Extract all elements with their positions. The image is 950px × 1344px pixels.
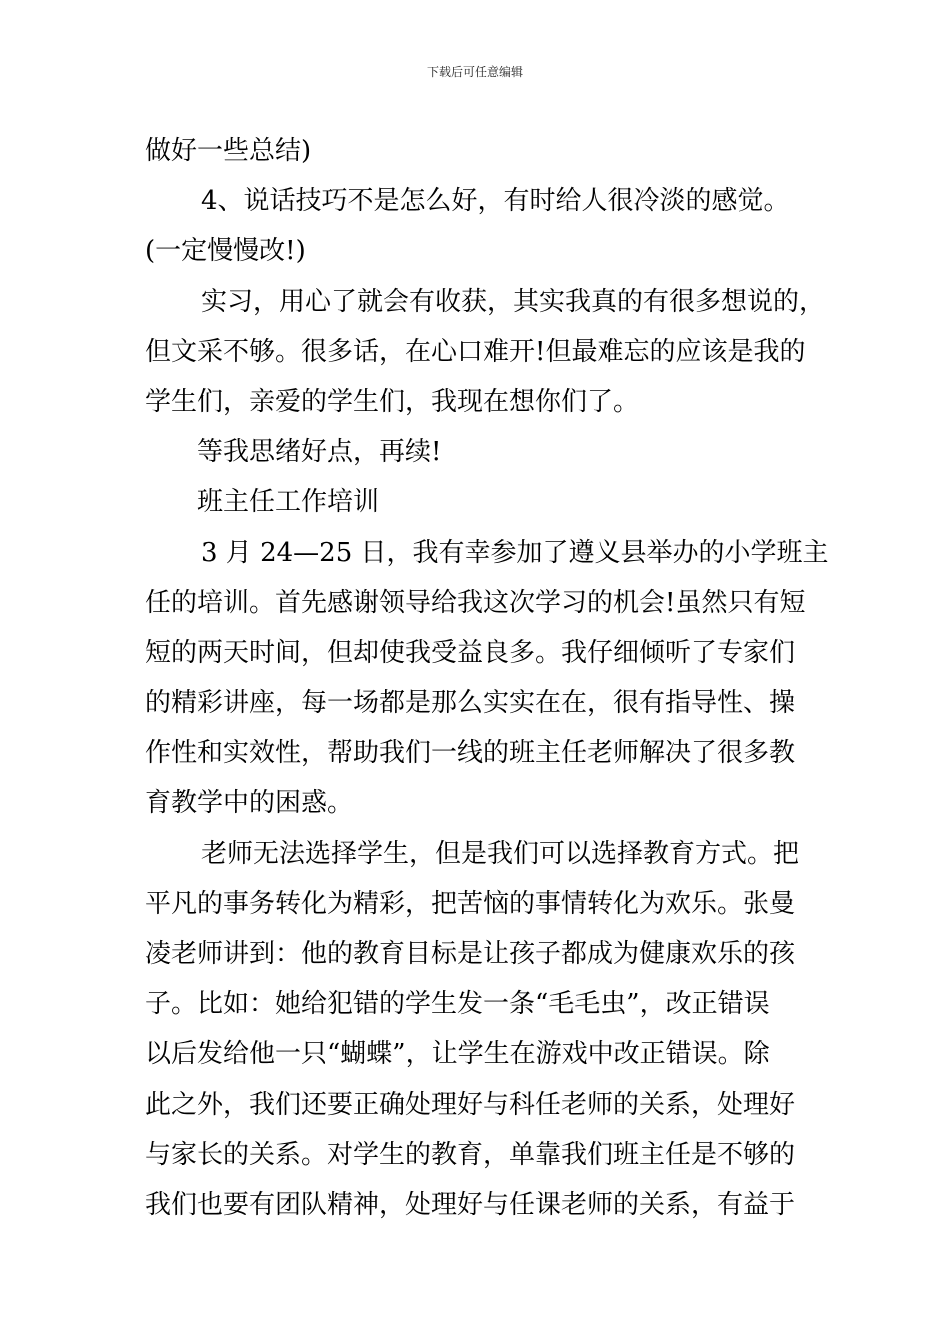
text-line: 等我思绪好点，再续! xyxy=(197,437,442,468)
text-line: 学生们，亲爱的学生们，我现在想你们了。 xyxy=(145,386,640,417)
text-line: 以后发给他一只“蝴蝶”，让学生在游戏中改正错误。除 xyxy=(145,1039,770,1070)
text-line: 子。比如：她给犯错的学生发一条“毛毛虫”，改正错误 xyxy=(145,989,770,1020)
text-line: 3 月 24—25 日，我有幸参加了遵义县举办的小学班主 xyxy=(201,537,829,568)
text-line: 短的两天时间，但却使我受益良多。我仔细倾听了专家们 xyxy=(145,637,796,668)
text-line: 我们也要有团队精神，处理好与任课老师的关系，有益于 xyxy=(145,1189,796,1220)
text-line: 做好一些总结) xyxy=(145,136,312,166)
text-line: 的精彩讲座，每一场都是那么实实在在，很有指导性、操 xyxy=(145,688,796,719)
text-line: 与家长的关系。对学生的教育，单靠我们班主任是不够的 xyxy=(145,1139,796,1170)
text-line: 老师无法选择学生，但是我们可以选择教育方式。把 xyxy=(201,838,800,869)
text-line: 平凡的事务转化为精彩，把苦恼的事情转化为欢乐。张曼 xyxy=(145,888,796,919)
text-line: 任的培训。首先感谢领导给我这次学习的机会!虽然只有短 xyxy=(145,587,806,618)
text-line: 作性和实效性，帮助我们一线的班主任老师解决了很多教 xyxy=(145,738,796,769)
text-line: 凌老师讲到：他的教育目标是让孩子都成为健康欢乐的孩 xyxy=(145,939,796,969)
text-line: 育教学中的困惑。 xyxy=(145,788,354,819)
text-line: 4、说话技巧不是怎么好，有时给人很冷淡的感觉。 xyxy=(201,186,790,217)
text-line: 实习，用心了就会有收获，其实我真的有很多想说的， xyxy=(201,286,826,317)
document-body xyxy=(145,126,829,1230)
page-header: 下载后可任意编辑 xyxy=(426,65,523,79)
section-heading: 班主任工作培训 xyxy=(197,487,380,518)
text-line: 此之外，我们还要正确处理好与科任老师的关系，处理好 xyxy=(145,1089,796,1120)
text-line: (一定慢慢改!) xyxy=(145,236,306,267)
text-line: 但文采不够。很多话，在心口难开!但最难忘的应该是我的 xyxy=(145,336,806,367)
